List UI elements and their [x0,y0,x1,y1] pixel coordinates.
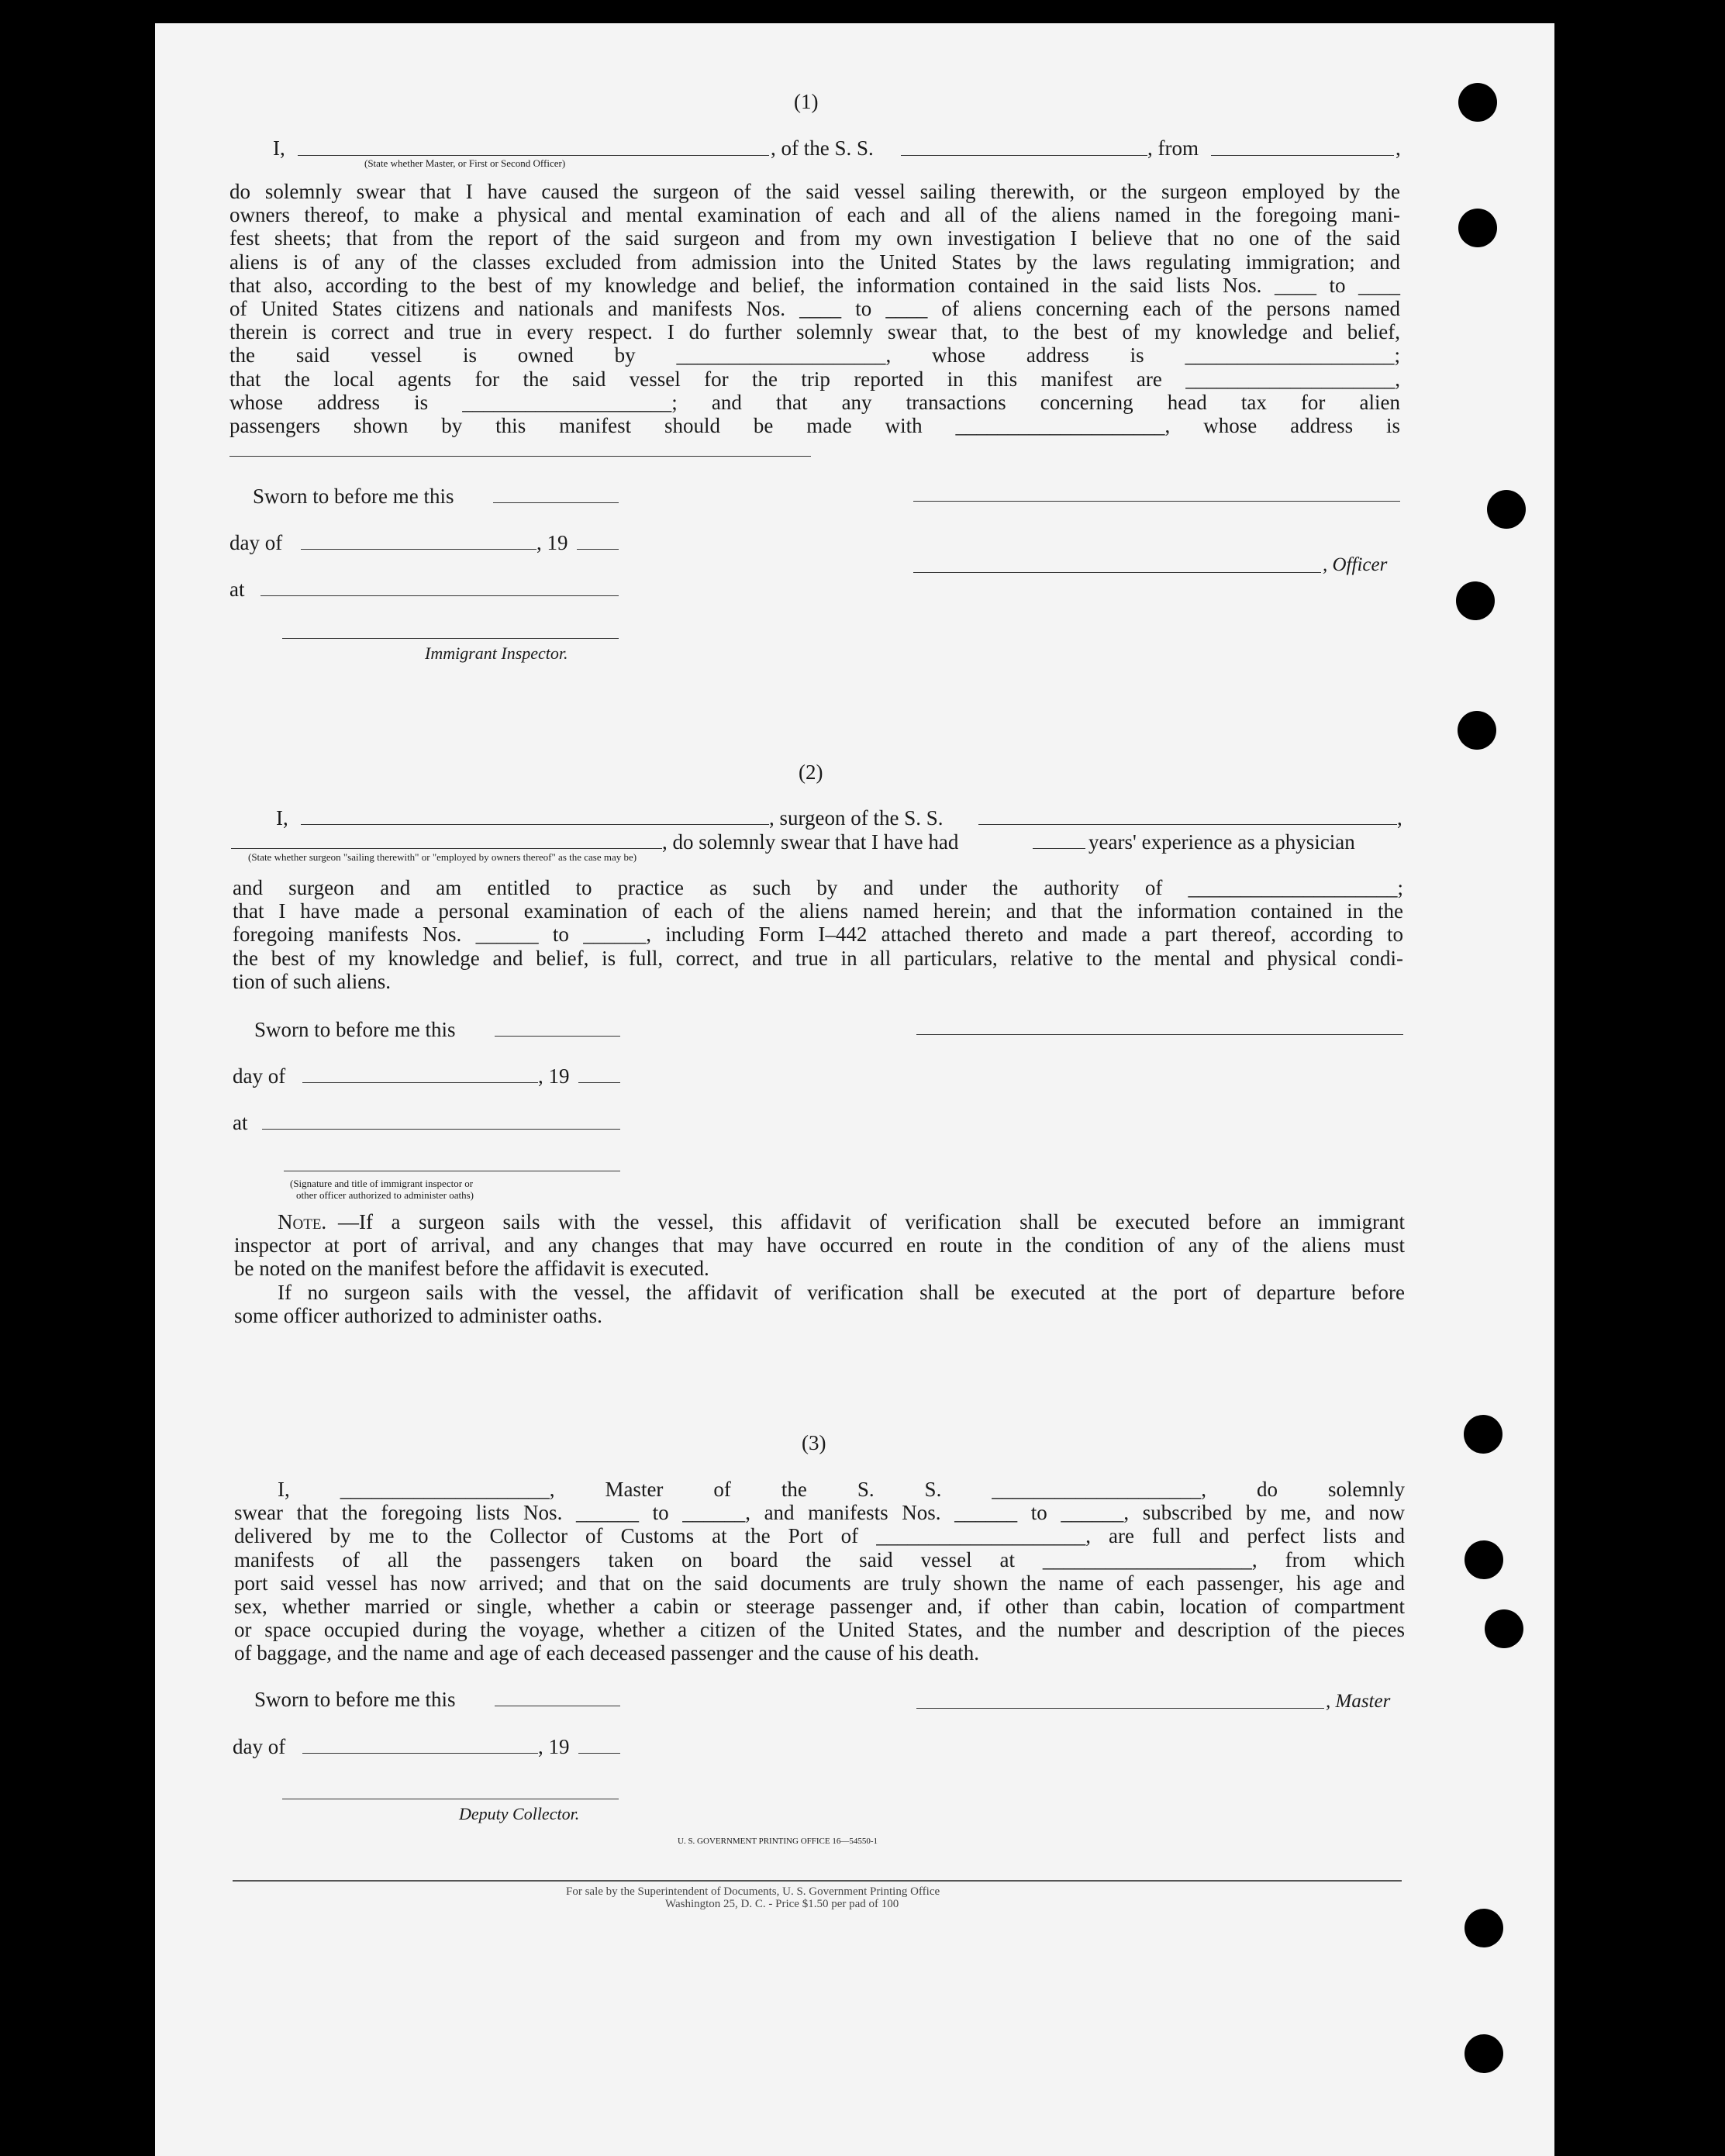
s2-line2-years: years' experience as a physician [1088,830,1355,854]
s1-para-line: aliens is of any of the classes excluded from admission into the United States by the laws regulating immigration; and [229,250,1400,274]
s3-para-line: port said vessel has now arrived; and that on the said documents are truly shown the name of each passenger, his age and [234,1571,1405,1595]
s3-blank-day [302,1753,538,1754]
punch-hole [1487,490,1526,529]
s2-blank-name [301,824,769,825]
s2-line2-swear: , do solemnly swear that I have had [662,830,959,854]
punch-hole [1456,581,1495,620]
s2-blank-years [1033,848,1085,849]
s3-para-line: sex, whether married or single, whether a cabin or steerage passenger and, if other than cabin, location of compartment [234,1594,1405,1618]
s2-signature-line [916,1034,1403,1035]
s1-para-line: the said vessel is owned by ____________________, whose address is ____________________; [229,343,1400,367]
punch-hole [1458,83,1497,122]
s3-para-last: of baggage, and the name and age of each deceased passenger and the cause of his death. [234,1641,980,1664]
s2-para-line: and surgeon and am entitled to practice as such by and under the authority of ____________________; [233,876,1403,899]
s2-note2 [278,1281,1405,1304]
s1-line1-from: , from [1147,136,1199,160]
s2-para-line: the best of my knowledge and belief, is full, correct, and true in all particulars, relative to the mental and physical condi- [233,946,1403,970]
s1-blank-day [301,549,536,550]
s2-at: at [233,1111,248,1134]
s2-note-last: be noted on the manifest before the affidavit is executed. [234,1257,709,1280]
s1-blank-at [260,595,619,596]
s1-line1-comma: , [1396,136,1401,160]
s3-para-line: I, ____________________, Master of the S. S. ____________________, do solemnly [278,1478,1405,1501]
s2-blank-at [262,1129,620,1130]
s2-status-note: (State whether surgeon "sailing therewith" or "employed by owners thereof" as the case may be) [248,851,637,863]
s2-para-last: tion of such aliens. [233,970,391,993]
s3-deputy-label: Deputy Collector. [459,1804,580,1823]
s1-blank-from [1211,155,1394,156]
s1-sworn: Sworn to before me this [253,485,454,508]
s1-line1-i: I, [273,136,285,160]
s1-oath-paragraph [229,180,1400,437]
s2-note-label [278,1210,326,1233]
s2-line1-i: I, [276,806,288,830]
gpo-imprint: U. S. GOVERNMENT PRINTING OFFICE 16—54550-1 [678,1837,878,1846]
s3-blank-year [578,1753,620,1754]
s1-signature-line-2 [913,572,1321,573]
sale-notice-1: For sale by the Superintendent of Documents, U. S. Government Printing Office [566,1885,940,1898]
s3-sworn: Sworn to before me this [254,1688,456,1711]
s1-para-line: that also, according to the best of my knowledge and belief, the information contained in the said lists Nos. ____ to ____ [229,273,1400,297]
s2-note-first-line [338,1210,1405,1233]
s2-blank-ship [978,824,1397,825]
s1-at: at [229,578,245,601]
section-1-number: (1) [794,90,819,113]
section-3-number: (3) [802,1431,826,1454]
s3-master-signature-line [916,1708,1324,1709]
s2-para-line: that I have made a personal examination of each of the aliens named herein; and that the information contained in the [233,899,1403,923]
s2-line1-comma: , [1397,806,1402,830]
s1-para-line: whose address is ____________________; and that any transactions concerning head tax for alien [229,390,1400,414]
s2-oath-paragraph [233,876,1403,970]
s2-note2-line: If no surgeon sails with the vessel, the affidavit of verification shall be executed at the port of departure before [278,1281,1405,1304]
punch-hole [1485,1609,1523,1648]
s2-blank-sworn [495,1036,620,1037]
s2-blank-status [231,848,662,849]
s1-para-line: therein is correct and true in every respect. I do further solemnly swear that, to the best of my knowledge and belief, [229,320,1400,344]
s3-day: day of [233,1735,286,1758]
s3-para-line: manifests of all the passengers taken on board the said vessel at ____________________, from which [234,1547,1405,1571]
punch-hole [1465,1540,1503,1579]
s2-signature-note-1: (Signature and title of immigrant inspector or [290,1178,474,1189]
s1-year: , 19 [536,531,568,554]
s2-sworn: Sworn to before me this [254,1018,456,1041]
note-label: Note. [278,1210,327,1233]
s2-note-paragraph [234,1233,1405,1257]
s1-signature-line-1 [913,501,1400,502]
s2-note-line: inspector at port of arrival, and any changes that may have occurred en route in the condition of any of the aliens must [234,1233,1405,1257]
s2-blank-day [302,1082,538,1083]
s2-para-line: foregoing manifests Nos. ______ to ______, including Form I–442 attached thereto and made a part thereof, according to [233,923,1403,947]
punch-hole [1464,1415,1502,1454]
s1-para-line: do solemnly swear that I have caused the surgeon of the said vessel sailing therewith, or the surgeon employed by the [229,180,1400,203]
s1-blank-ship [901,155,1147,156]
s1-line1-ss: , of the S. S. [771,136,874,160]
s1-day: day of [229,531,283,554]
sale-notice-2: Washington 25, D. C. - Price $1.50 per pad of 100 [665,1898,899,1910]
s1-para-line: passengers shown by this manifest should be made with ____________________, whose address is [229,413,1400,437]
s1-inspector-label: Immigrant Inspector. [425,643,568,663]
punch-hole [1458,209,1497,247]
s3-year: , 19 [538,1735,570,1758]
s3-master-label: , Master [1326,1691,1391,1712]
s2-note2-last: some officer authorized to administer oaths. [234,1304,602,1327]
punch-hole [1465,2034,1503,2073]
s2-blank-year [578,1082,620,1083]
s3-para-line: delivered by me to the Collector of Customs at the Port of ____________________, are full and perfect lists and [234,1524,1405,1548]
s2-line1-surgeon: , surgeon of the S. S. [769,806,944,830]
s2-note-line: —If a surgeon sails with the vessel, this affidavit of verification shall be executed before an immigrant [338,1210,1405,1233]
s1-inspector-signature-line [282,638,619,639]
footer-rule [233,1880,1402,1882]
s1-blank-year [577,549,619,550]
s1-para-line: that the local agents for the said vessel for the trip reported in this manifest are ____________________, [229,367,1400,391]
section-2-number: (2) [799,761,823,784]
s1-blank-sworn [493,502,619,503]
s1-para-line: owners thereof, to make a physical and mental examination of each and all of the aliens named in the foregoing mani- [229,203,1400,227]
s1-blank-officer [298,155,769,156]
s1-para-line: fest sheets; that from the report of the said surgeon and from my own investigation I believe that no one of the said [229,226,1400,250]
s1-officer-label: , Officer [1323,554,1388,575]
s2-year: , 19 [538,1064,570,1088]
s2-signature-note-2: other officer authorized to administer oaths) [296,1189,474,1201]
s3-para-line: swear that the foregoing lists Nos. ______ to ______, and manifests Nos. ______ to ______, subscribed by me, and now [234,1501,1405,1525]
s3-para-line: or space occupied during the voyage, whether a citizen of the United States, and the number and description of the pieces [234,1618,1405,1642]
s1-para-line: of United States citizens and nationals and manifests Nos. ____ to ____ of aliens concerning each of the persons named [229,296,1400,320]
punch-hole [1465,1909,1503,1947]
punch-hole [1458,711,1496,750]
s3-oath-paragraph [234,1478,1405,1641]
s2-day: day of [233,1064,286,1088]
s1-officer-note: (State whether Master, or First or Second Officer) [364,157,566,169]
s1-blank-address [229,456,811,457]
